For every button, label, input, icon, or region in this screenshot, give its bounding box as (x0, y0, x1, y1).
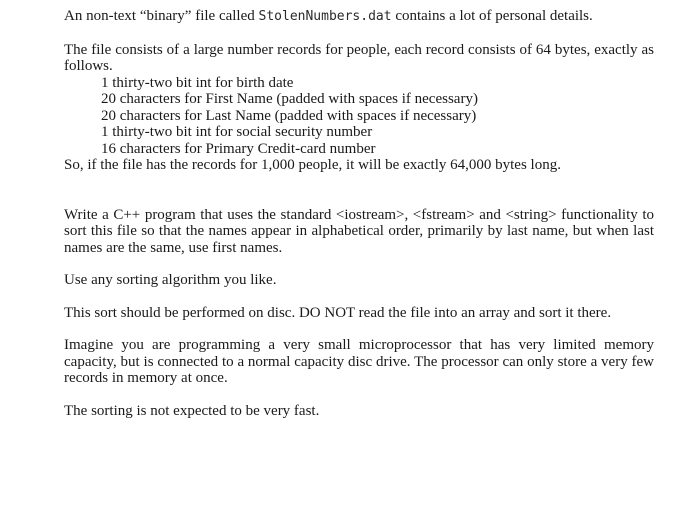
intro-text-before: An non-text “binary” file called (64, 8, 259, 24)
disc-note: This sort should be performed on disc. DO NOT read the file into an array and sort it there. (64, 304, 612, 321)
algorithm-note: Use any sorting algorithm you like. (64, 272, 277, 288)
record-field-first-name: 20 characters for First Name (padded with spaces if necessary) (101, 91, 478, 107)
record-field-credit-card: 16 characters for Primary Credit-card number (101, 140, 376, 157)
filename: StolenNumbers.dat (258, 9, 392, 24)
structure-summary: So, if the file has the records for 1,000 people, it will be exactly 64,000 bytes long. (64, 157, 561, 173)
structure-lead: The file consists of a large number records for people, each record consists of 64 bytes, exactly as follows. (64, 41, 654, 74)
memory-note: Imagine you are programming a very small microprocessor that has very limited memory capacity, but is connected to a normal capacity disc drive. The processor can only store a very few records in memory at once. (64, 337, 654, 386)
record-field-ssn: 1 thirty-two bit int for social security number (101, 124, 373, 140)
speed-note: The sorting is not expected to be very fast. (64, 402, 320, 419)
intro-paragraph (64, 8, 654, 26)
record-field-last-name: 20 characters for Last Name (padded with spaces if necessary) (101, 107, 477, 124)
record-field-birth-date: 1 thirty-two bit int for birth date (101, 74, 294, 91)
task-paragraph: Write a C++ program that uses the standard <iostream>, <fstream> and <string> functionality to sort this file so that the names appear in alphabetical order, primarily by last name, but when last names are the same, use first names. (64, 206, 654, 256)
intro-text-after: contains a lot of personal details. (391, 8, 593, 24)
assignment-document (64, 8, 654, 419)
record-field-list (64, 75, 654, 158)
